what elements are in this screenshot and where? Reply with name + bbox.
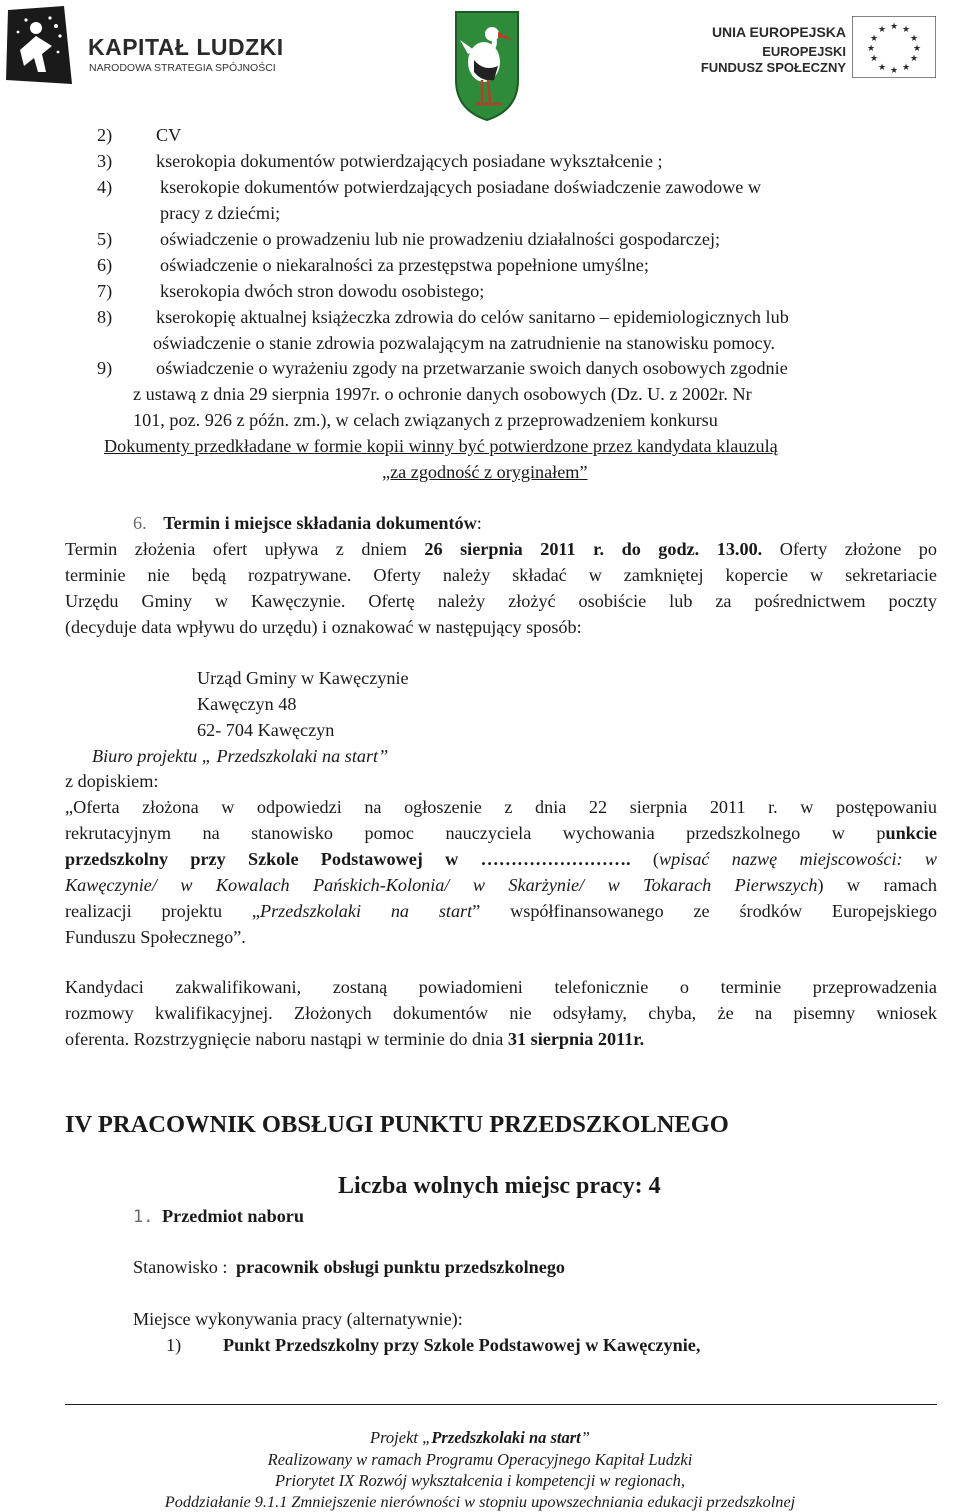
svg-text:★: ★ bbox=[877, 63, 887, 73]
footer-project-name: Przedszkolaki na start bbox=[431, 1428, 581, 1447]
annotation-line bbox=[65, 822, 937, 844]
svg-text:★: ★ bbox=[889, 66, 899, 76]
svg-text:★: ★ bbox=[866, 44, 876, 54]
annotation-text: ” współfinansowanego ze środków Europejskiego bbox=[472, 901, 937, 921]
footer-subaction-line: Poddziałanie 9.1.1 Zmniejszenie nierówności w stopniu upowszechniania edukacji przedszkolnej bbox=[164, 1492, 796, 1511]
footer-program-line: Realizowany w ramach Programu Operacyjnego Kapitał Ludzki bbox=[267, 1450, 693, 1469]
annotation-text-bold: przedszkolny przy Szkole Podstawowej w ……………………. bbox=[65, 849, 631, 869]
notice-line: Kandydaci zakwalifikowani, zostaną powiadomieni telefonicznie o terminie przeprowadzenia bbox=[65, 977, 937, 997]
address-line: 62- 704 Kawęczyn bbox=[197, 720, 335, 740]
address-line: Urząd Gminy w Kawęczynie bbox=[197, 668, 409, 688]
list-item-number: 5) bbox=[97, 229, 113, 249]
deadline-paragraph-line: (decyduje data wpływu do urzędu) i oznakować w następujący sposób: bbox=[65, 617, 582, 637]
annotation-line: Funduszu Społecznego”. bbox=[65, 927, 246, 947]
stork-coat-of-arms-icon bbox=[454, 10, 520, 122]
certification-note-clause: „za zgodność z oryginałem” bbox=[382, 462, 588, 482]
eu-logo-line2: EUROPEJSKI bbox=[762, 44, 846, 59]
annotation-line bbox=[65, 900, 937, 922]
list-item-number: 8) bbox=[97, 307, 113, 327]
annotation-text-italic: Przedszkolaki na start bbox=[259, 901, 473, 921]
workplace-item: Punkt Przedszkolny przy Szkole Podstawowej w Kawęczynie, bbox=[223, 1335, 701, 1355]
deadline-paragraph-line: Urzędu Gminy w Kawęczynie. Ofertę należy złożyć osobiście lub za pośrednictwem poczty bbox=[65, 591, 937, 611]
footer-project-line bbox=[0, 1427, 960, 1448]
subsection-title: Przedmiot naboru bbox=[162, 1206, 304, 1226]
deadline-text: Termin złożenia ofert upływa z dniem bbox=[65, 539, 425, 559]
notice-date: 31 sierpnia 2011r. bbox=[507, 1029, 645, 1049]
kapital-ludzki-title: KAPITAŁ LUDZKI bbox=[88, 34, 284, 60]
section-number: 6. bbox=[133, 513, 147, 533]
list-item: oświadczenie o wyrażeniu zgody na przetwarzanie swoich danych osobowych zgodnie bbox=[156, 358, 788, 378]
vacancies-count: Liczba wolnych miejsc pracy: 4 bbox=[338, 1173, 661, 1199]
list-item: kserokopia dokumentów potwierdzających posiadane wykształcenie ; bbox=[156, 151, 663, 171]
svg-text:★: ★ bbox=[889, 22, 899, 32]
footer-text: ” bbox=[580, 1428, 590, 1447]
list-item-continued: 101, poz. 926 z późn. zm.), w celach związanych z przeprowadzeniem konkursu bbox=[133, 410, 718, 430]
section-title-colon: : bbox=[476, 513, 482, 533]
kapital-ludzki-logo bbox=[6, 6, 296, 86]
deadline-text-tail: Oferty złożone po bbox=[762, 539, 937, 559]
footer-divider bbox=[65, 1404, 937, 1405]
eu-logo bbox=[690, 14, 958, 80]
svg-text:★: ★ bbox=[901, 63, 911, 73]
list-item: kserokopie dokumentów potwierdzających posiadane doświadczenie zawodowe w bbox=[160, 177, 761, 197]
deadline-date: 26 sierpnia 2011 r. do godz. 13.00. bbox=[424, 539, 763, 559]
eu-stars-flag-icon bbox=[852, 16, 936, 78]
annotation-text-italic: wpisać nazwę miejscowości: w bbox=[658, 849, 937, 869]
annotation-text-bold: unkcie bbox=[885, 823, 937, 843]
svg-text:★: ★ bbox=[909, 54, 919, 64]
municipal-crest bbox=[454, 10, 520, 122]
list-item-number: 9) bbox=[97, 358, 113, 378]
list-item-number: 7) bbox=[97, 281, 113, 301]
svg-text:★: ★ bbox=[877, 25, 887, 35]
annotation-text: ) w ramach bbox=[817, 875, 937, 895]
svg-text:★: ★ bbox=[912, 44, 922, 54]
annotation-label: z dopiskiem: bbox=[65, 771, 159, 791]
svg-text:★: ★ bbox=[909, 34, 919, 44]
svg-text:★: ★ bbox=[901, 25, 911, 35]
list-item-number: 2) bbox=[97, 125, 113, 145]
deadline-paragraph-line: terminie nie będą rozpatrywane. Oferty należy składać w zamkniętej kopercie w sekretariacie bbox=[65, 565, 937, 585]
annotation-line bbox=[65, 848, 937, 870]
section-heading bbox=[133, 512, 482, 534]
annotation-text: rekrutacyjnym na stanowisko pomoc nauczyciela wychowania przedszkolnego w p bbox=[65, 823, 886, 843]
kapital-ludzki-subtitle: NARODOWA STRATEGIA SPÓJNOŚCI bbox=[89, 62, 276, 74]
svg-text:★: ★ bbox=[869, 54, 879, 64]
workplace-label: Miejsce wykonywania pracy (alternatywnie): bbox=[133, 1309, 463, 1329]
list-item: oświadczenie o prowadzeniu lub nie prowadzeniu działalności gospodarczej; bbox=[160, 229, 721, 249]
kapital-ludzki-emblem-icon bbox=[6, 6, 82, 86]
eu-logo-line3: FUNDUSZ SPOŁECZNY bbox=[700, 60, 846, 75]
position-label: Stanowisko : bbox=[133, 1257, 233, 1277]
list-item: kserokopię aktualnej książeczka zdrowia do celów sanitarno – epidemiologicznych lub bbox=[156, 307, 789, 327]
section-title: Termin i miejsce składania dokumentów bbox=[163, 513, 477, 533]
position-value: pracownik obsługi punktu przedszkolnego bbox=[236, 1257, 566, 1277]
address-line-office: Biuro projektu „ Przedszkolaki na start” bbox=[92, 746, 389, 766]
footer-priority-line: Priorytet IX Rozwój wykształcenia i kompetencji w regionach, bbox=[275, 1471, 685, 1490]
annotation-text-italic: Kawęczynie/ w Kowalach Pańskich-Kolonia/ w Skarżynie/ w Tokarach Pierwszych bbox=[65, 875, 818, 895]
footer-text: Projekt „ bbox=[370, 1428, 432, 1447]
position-line bbox=[133, 1256, 565, 1278]
list-item-number: 4) bbox=[97, 177, 113, 197]
list-item: CV bbox=[156, 125, 182, 145]
eu-logo-line1: UNIA EUROPEJSKA bbox=[711, 24, 846, 40]
annotation-text: realizacji projektu „ bbox=[65, 901, 260, 921]
notice-text: oferenta. Rozstrzygnięcie naboru nastąpi w terminie do dnia bbox=[65, 1029, 508, 1049]
list-item: oświadczenie o niekaralności za przestępstwa popełnione umyślne; bbox=[160, 255, 649, 275]
subsection-heading bbox=[133, 1205, 304, 1228]
section-iv-heading: IV PRACOWNIK OBSŁUGI PUNKTU PRZEDSZKOLNEGO bbox=[65, 1111, 729, 1138]
annotation-text: ( bbox=[630, 849, 659, 869]
address-line: Kawęczyn 48 bbox=[197, 694, 297, 714]
list-item-continued: z ustawą z dnia 29 sierpnia 1997r. o ochronie danych osobowych (Dz. U. z 2002r. Nr bbox=[133, 384, 752, 404]
notice-line: rozmowy kwalifikacyjnej. Złożonych dokumentów nie odsyłamy, chyba, że na pisemny wniosek bbox=[65, 1003, 937, 1023]
list-item-continued: oświadczenie o stanie zdrowia pozwalającym na zatrudnienie na stanowisku pomocy. bbox=[153, 333, 776, 353]
workplace-item-number: 1) bbox=[166, 1335, 182, 1355]
svg-text:★: ★ bbox=[869, 34, 879, 44]
subsection-number: 1. bbox=[133, 1207, 154, 1227]
deadline-paragraph-line bbox=[65, 538, 937, 560]
notice-line bbox=[65, 1028, 644, 1050]
list-item-continued: pracy z dziećmi; bbox=[160, 203, 281, 223]
list-item-number: 6) bbox=[97, 255, 113, 275]
certification-note: Dokumenty przedkładane w formie kopii winny być potwierdzone przez kandydata klauzulą bbox=[104, 436, 778, 456]
annotation-line: „Oferta złożona w odpowiedzi na ogłoszenie z dnia 22 sierpnia 2011 r. w postępowaniu bbox=[65, 797, 937, 817]
list-item-number: 3) bbox=[97, 151, 113, 171]
list-item: kserokopia dwóch stron dowodu osobistego; bbox=[160, 281, 485, 301]
annotation-line bbox=[65, 874, 937, 896]
